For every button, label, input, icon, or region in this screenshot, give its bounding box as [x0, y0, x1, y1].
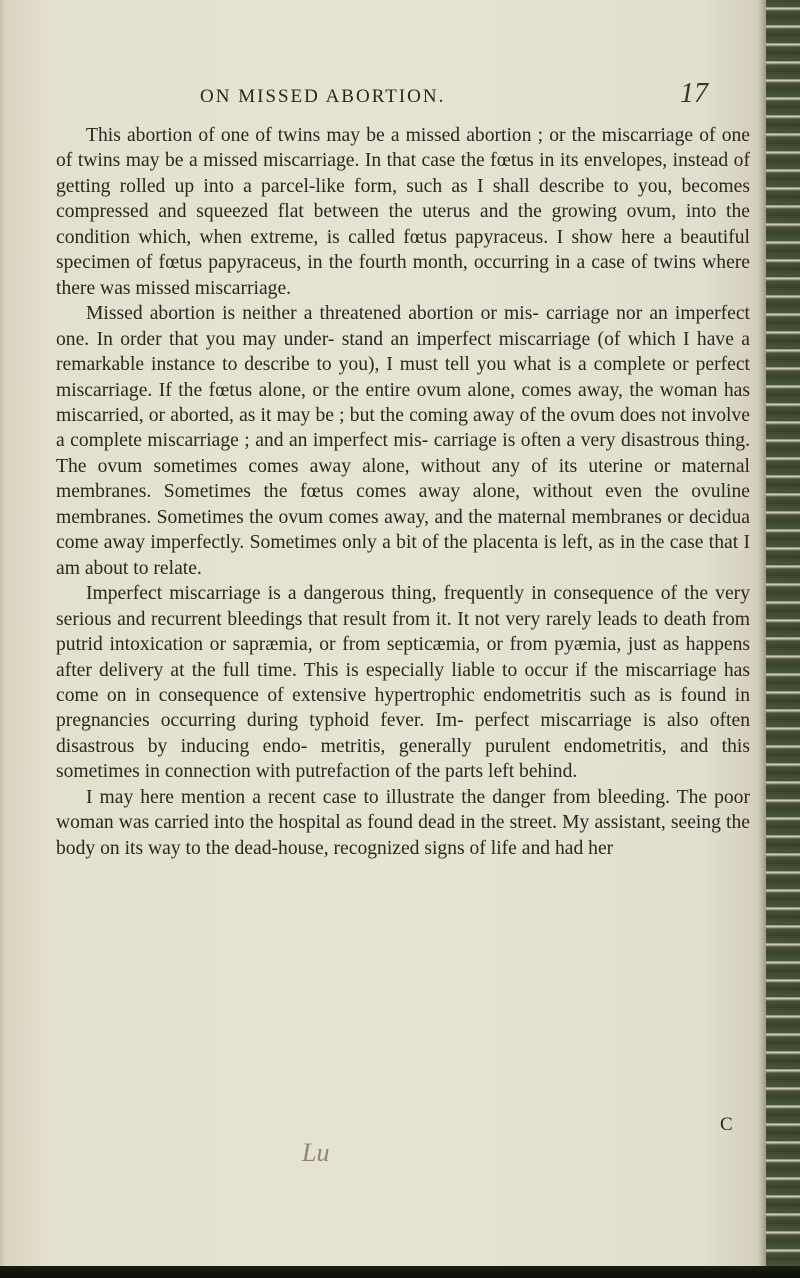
page-header	[0, 78, 780, 116]
signature-mark: C	[720, 1114, 733, 1135]
spine-shadow	[758, 0, 766, 1278]
book-spine-edge	[766, 0, 800, 1278]
running-head: ON MISSED ABORTION.	[200, 86, 446, 107]
body-text	[56, 123, 750, 861]
page-number: 17	[680, 78, 708, 109]
scan-bottom-edge	[0, 1266, 800, 1278]
paragraph-1: This abortion of one of twins may be a missed abortion ; or the miscarriage of one of twins may be a missed miscarriage. In that case the fœtus in its envelopes, instead of getting rolled up into a parcel-like form, such as I shall describe to you, becomes compressed and squeezed flat between the uterus and the growing ovum, into the condition which, when extreme, is called fœtus papyraceus. I show here a beautiful specimen of fœtus papyraceus, in the fourth month, occurring in a case of twins where there was missed miscarriage.	[56, 125, 750, 299]
pencil-annotation: Lu	[302, 1138, 330, 1167]
page-left-edge	[0, 0, 6, 1278]
paragraph-2: Missed abortion is neither a threatened abortion or mis- carriage nor an imperfect one. In order that you may under- stand an imperfect miscarriage (of which I have a remarkable instance to describe to you), I must tell you what is a complete or perfect miscarriage. If the fœtus alone, or the entire ovum alone, comes away, the woman has miscarried, or aborted, as it may be ; but the coming away of the ovum does not involve a complete miscarriage ; and an imperfect mis- carriage is often a very disastrous thing. The ovum sometimes comes away alone, without any of its uterine or maternal membranes. Sometimes the fœtus comes away alone, without even the ovuline membranes. Sometimes the ovum comes away, and the maternal membranes or decidua come away imperfectly. Sometimes only a bit of the placenta is left, as in the case that I am about to relate.	[56, 303, 750, 579]
paragraph-3: Imperfect miscarriage is a dangerous thing, frequently in consequence of the very serious and recurrent bleedings that result from it. It not very rarely leads to death from putrid intoxication or sapræmia, or from septicæmia, or from pyæmia, just as happens after delivery at the full time. This is especially liable to occur if the miscarriage has come on in consequence of extensive hypertrophic endometritis such as is found in pregnancies occurring during typhoid fever. Im- perfect miscarriage is also often disastrous by inducing endo- metritis, generally purulent endometritis, and this sometimes in connection with putrefaction of the parts left behind.	[56, 583, 750, 783]
paragraph-4: I may here mention a recent case to illustrate the danger from bleeding. The poor woman was carried into the hospital as found dead in the street. My assistant, seeing the body on its way to the dead-house, recognized signs of life and had her	[56, 786, 750, 859]
